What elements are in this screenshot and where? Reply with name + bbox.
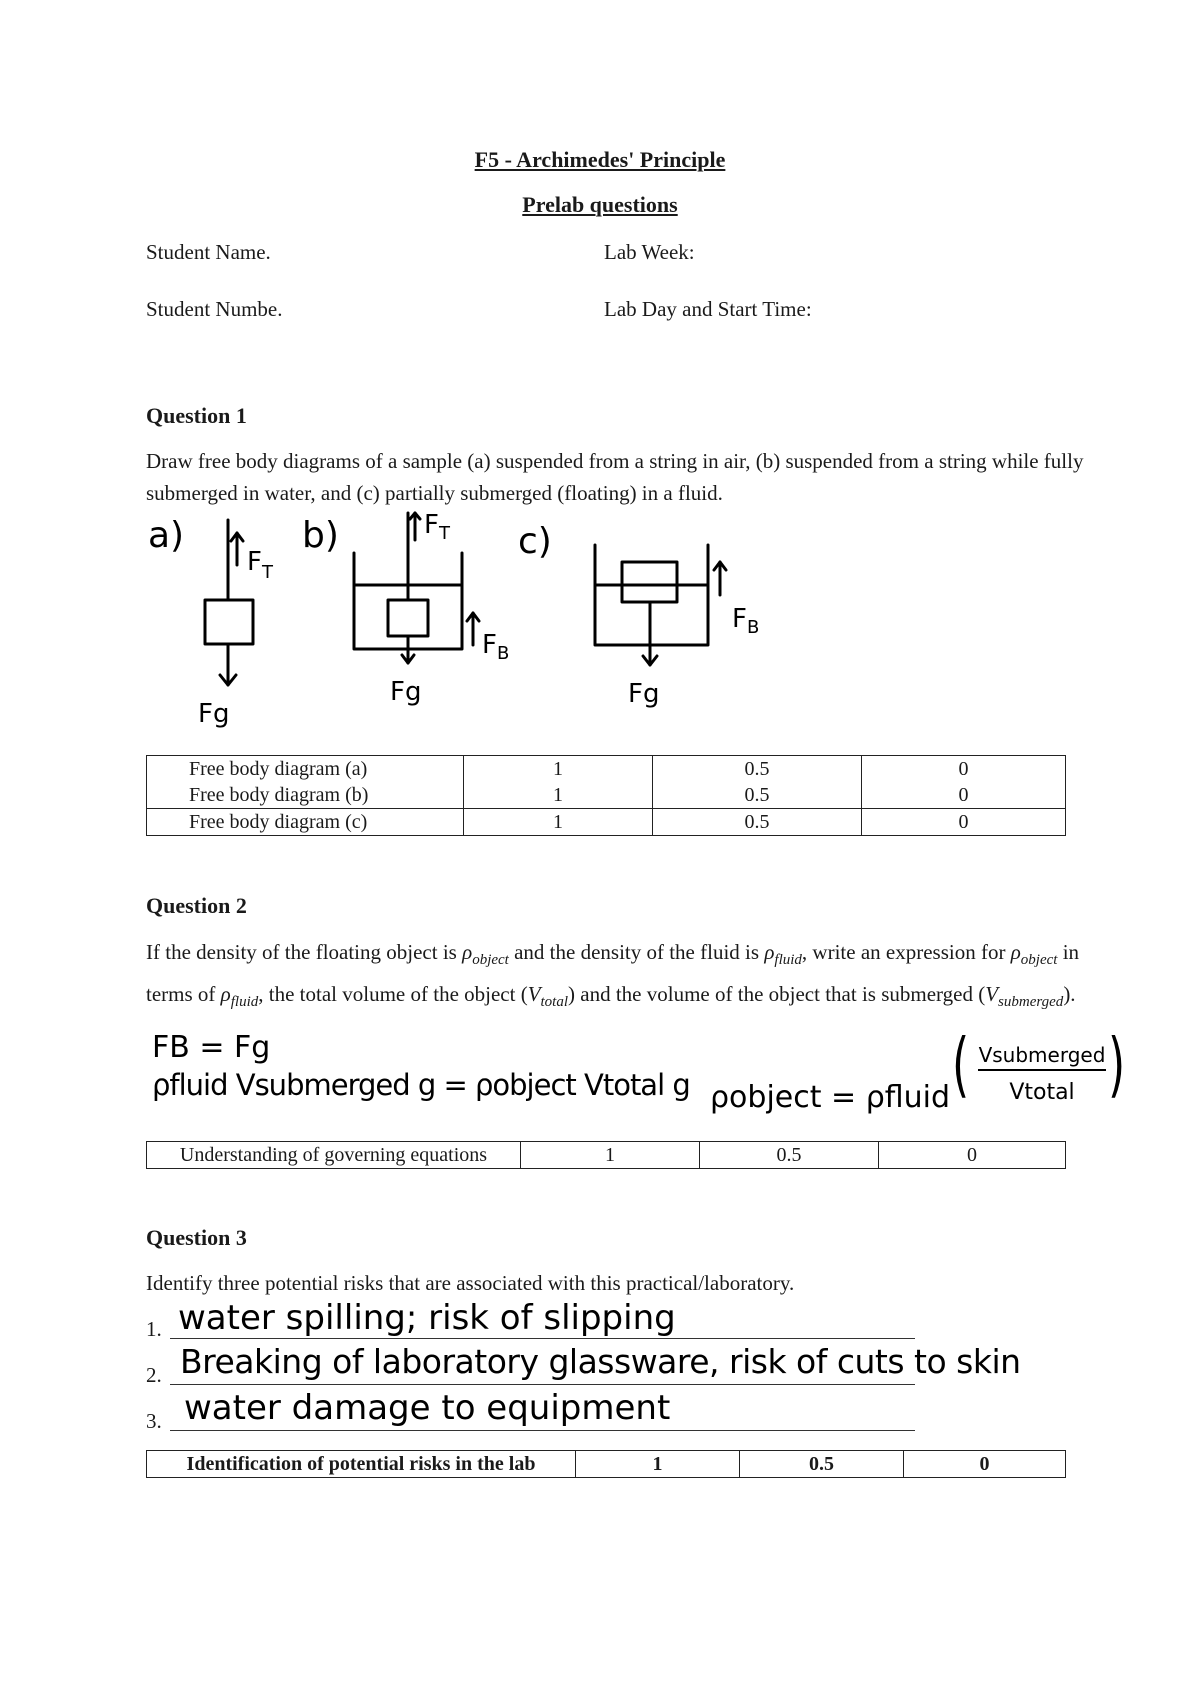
- open-paren: (: [952, 1024, 970, 1107]
- fg-label-c: Fg: [628, 679, 660, 709]
- ft-label-a: F: [247, 547, 262, 577]
- fg-label-b: Fg: [390, 677, 422, 707]
- fb-label-b: F: [482, 630, 497, 660]
- answer-line: [170, 1430, 915, 1431]
- student-number-label: Student Numbe.: [146, 297, 283, 321]
- svg-text:FT: [247, 547, 274, 583]
- rubric-full: 1: [464, 756, 653, 783]
- svg-text:FB: [732, 604, 759, 638]
- answer-line: [170, 1384, 915, 1385]
- question-2-heading: Question 2: [146, 893, 247, 918]
- sketch-label-a: a): [148, 515, 185, 556]
- question-2-text: If the density of the floating object is $\rho_{object}$ and the density of the fluid is $\rho_{fluid}$, write an expression for $\rho_{object}$ in terms of $\rho_{fluid}$, the total volume of the object $(V_{total})$ and the volume of the object that is submerged $(V_{submerged})$.: [146, 940, 1080, 1010]
- rubric-half: 0.5: [653, 782, 862, 809]
- rubric-full: 1: [464, 782, 653, 809]
- ft-sub-b: T: [438, 523, 450, 544]
- handwritten-eq-2: ρfluid Vsubmerged g = ρobject Vtotal g: [152, 1068, 690, 1102]
- rubric-item: Free body diagram (b): [147, 782, 464, 809]
- rubric-zero: 0: [879, 1142, 1066, 1169]
- risk-answer-2: Breaking of laboratory glassware, risk of cuts to skin: [180, 1342, 1021, 1381]
- sketch-label-b: b): [302, 515, 339, 556]
- risk-answer-3: water damage to equipment: [184, 1388, 671, 1428]
- page-subtitle: Prelab questions: [522, 192, 678, 217]
- answer-number: 2.: [146, 1363, 162, 1387]
- rubric-full: 1: [576, 1451, 740, 1478]
- q1-rubric-table: [146, 755, 1066, 836]
- table-row: [147, 756, 1066, 783]
- rubric-half: 0.5: [740, 1451, 904, 1478]
- page-title: F5 - Archimedes' Principle: [474, 147, 726, 172]
- rubric-item: Identification of potential risks in the lab: [147, 1451, 576, 1478]
- table-row: [147, 782, 1066, 809]
- free-body-sketch: [140, 505, 800, 745]
- risk-answer-1: water spilling; risk of slipping: [178, 1298, 676, 1338]
- handwritten-eq-1: FB = Fg: [152, 1030, 271, 1065]
- rubric-zero: 0: [862, 809, 1066, 836]
- close-paren: ): [1108, 1024, 1126, 1107]
- answer-number: 1.: [146, 1317, 162, 1341]
- ft-sub-a: T: [261, 562, 273, 583]
- question-3-heading: Question 3: [146, 1225, 247, 1250]
- rubric-item: Free body diagram (a): [147, 756, 464, 783]
- svg-text:FT: [424, 510, 451, 544]
- q3-rubric-table: [146, 1450, 1066, 1478]
- answer-number: 3.: [146, 1409, 162, 1433]
- student-name-label: Student Name.: [146, 240, 271, 264]
- lab-week-label: Lab Week:: [604, 240, 695, 264]
- table-row: [147, 1451, 1066, 1478]
- handwritten-eq-3: ρobject = ρfluid: [710, 1080, 951, 1115]
- question-1-text: Draw free body diagrams of a sample (a) suspended from a string in air, (b) suspended from a string while fully submerged in water, and (c) partially submerged (floating) in a fluid.: [146, 449, 1084, 505]
- ft-label-b: F: [424, 510, 439, 540]
- rubric-zero: 0: [862, 782, 1066, 809]
- handwritten-numerator: Vsubmerged: [978, 1043, 1106, 1071]
- handwritten-denominator: Vtotal: [1009, 1080, 1075, 1105]
- rubric-zero: 0: [862, 756, 1066, 783]
- rubric-full: 1: [464, 809, 653, 836]
- sketch-label-c: c): [518, 521, 552, 562]
- lab-day-label: Lab Day and Start Time:: [604, 297, 812, 321]
- rubric-item: Understanding of governing equations: [147, 1142, 521, 1169]
- rubric-full: 1: [521, 1142, 700, 1169]
- question-3-text: Identify three potential risks that are associated with this practical/laboratory.: [146, 1271, 795, 1295]
- table-row: [147, 809, 1066, 836]
- q2-rubric-table: [146, 1141, 1066, 1169]
- rubric-half: 0.5: [700, 1142, 879, 1169]
- fb-label-c: F: [732, 604, 747, 634]
- answer-line: [170, 1338, 915, 1339]
- table-row: [147, 1142, 1066, 1169]
- rubric-half: 0.5: [653, 756, 862, 783]
- fb-sub-b: B: [496, 643, 510, 664]
- fb-sub-c: B: [746, 617, 760, 638]
- question-1-heading: Question 1: [146, 403, 247, 428]
- svg-text:FB: [482, 630, 509, 664]
- rubric-half: 0.5: [653, 809, 862, 836]
- rubric-item: Free body diagram (c): [147, 809, 464, 836]
- fg-label-a: Fg: [198, 699, 230, 729]
- rubric-zero: 0: [904, 1451, 1066, 1478]
